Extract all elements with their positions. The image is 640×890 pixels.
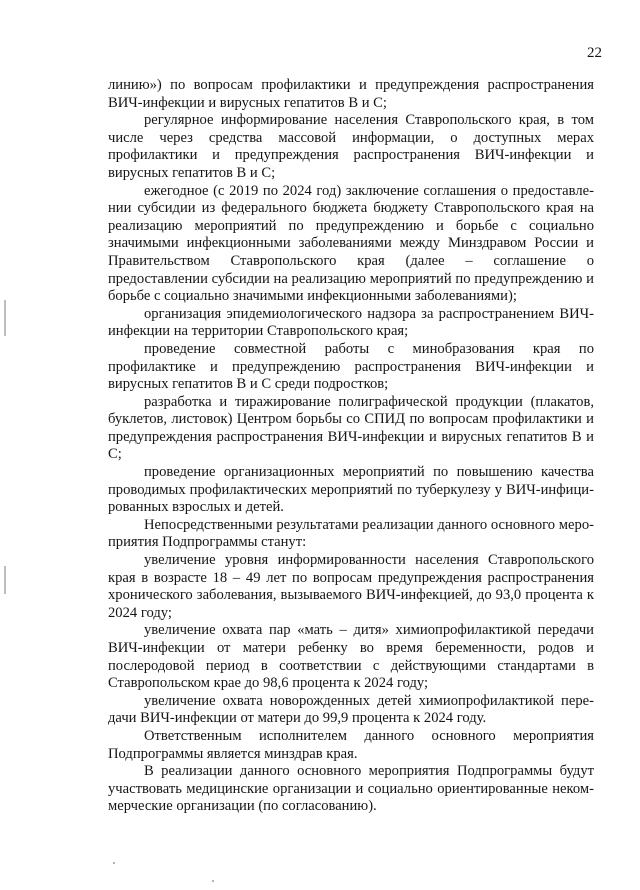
paragraph-10: увеличение охвата пар «мать – дитя» химиопрофилактикой передачи ВИЧ-инфекции от матери ребенку во время беременности, родов и послеродовой период в соответствии с действующими стандартами в Ставропольском крае до 98,6 процента к 2024 году; xyxy=(108,622,594,692)
scan-edge-mark xyxy=(4,300,6,336)
paragraph-9: увеличение уровня информированности населения Ставропольского края в возрасте 18 – 49 лет по вопросам предупреждения распространения хронического заболевания, вызываемого ВИЧ-инфекцией, до 93,0 процента к 2024 году; xyxy=(108,552,594,621)
paragraph-12: Ответственным исполнителем данного основного мероприятия Подпрограммы является минздрав края. xyxy=(108,727,594,762)
scan-edge-mark xyxy=(4,566,6,594)
paragraph-4: организация эпидемиологического надзора за распространением ВИЧ-инфекции на территории Ставропольского края; xyxy=(108,305,594,340)
paragraph-8: Непосредственными результатами реализации данного основного мероприятия Подпрограммы станут: xyxy=(108,516,594,551)
paragraph-11: увеличение охвата новорожденных детей химиопрофилактикой передачи ВИЧ-инфекции от матери до 99,9 процента к 2024 году. xyxy=(108,692,594,727)
document-body xyxy=(108,77,594,816)
page-number: 22 xyxy=(587,45,602,61)
scan-speck xyxy=(113,862,115,864)
paragraph-3: ежегодное (с 2019 по 2024 год) заключение соглашения о предоставлении субсидии из федерального бюджета бюджету Ставропольского края на реализацию мероприятий по предупреждению и борьбе с социально значимыми инфекционными заболеваниями между Минздравом России и Правительством Ставропольского края (далее – соглашение о предоставлении субсидии на реализацию мероприятий по предупреждению и борьбе с социально значимыми инфекционными заболеваниями); xyxy=(108,182,594,305)
paragraph-13: В реализации данного основного мероприятия Подпрограммы будут участвовать медицинские организации и социально ориентированные некоммерческие организации (по согласованию). xyxy=(108,763,594,815)
paragraph-6: разработка и тиражирование полиграфической продукции (плакатов, буклетов, листовок) Центром борьбы со СПИД по вопросам профилактики и предупреждения распространения ВИЧ-инфекции и вирусных гепатитов В и С; xyxy=(108,393,594,463)
paragraph-5: проведение совместной работы с минобразования края по профилактике и предупреждению распространения ВИЧ-инфекции и вирусных гепатитов В и С среди подростков; xyxy=(108,340,594,393)
paragraph-7: проведение организационных мероприятий по повышению качества проводимых профилактических мероприятий по туберкулезу у ВИЧ-инфицированных взрослых и детей. xyxy=(108,464,594,516)
paragraph-1: линию») по вопросам профилактики и предупреждения распространения ВИЧ-инфекции и вирусных гепатитов В и С; xyxy=(108,77,594,111)
paragraph-2: регулярное информирование населения Ставропольского края, в том числе через средства массовой информации, о доступных мерах профилактики и предупреждения распространения ВИЧ-инфекции и вирусных гепатитов В и С; xyxy=(108,112,594,181)
scan-speck xyxy=(212,880,214,882)
